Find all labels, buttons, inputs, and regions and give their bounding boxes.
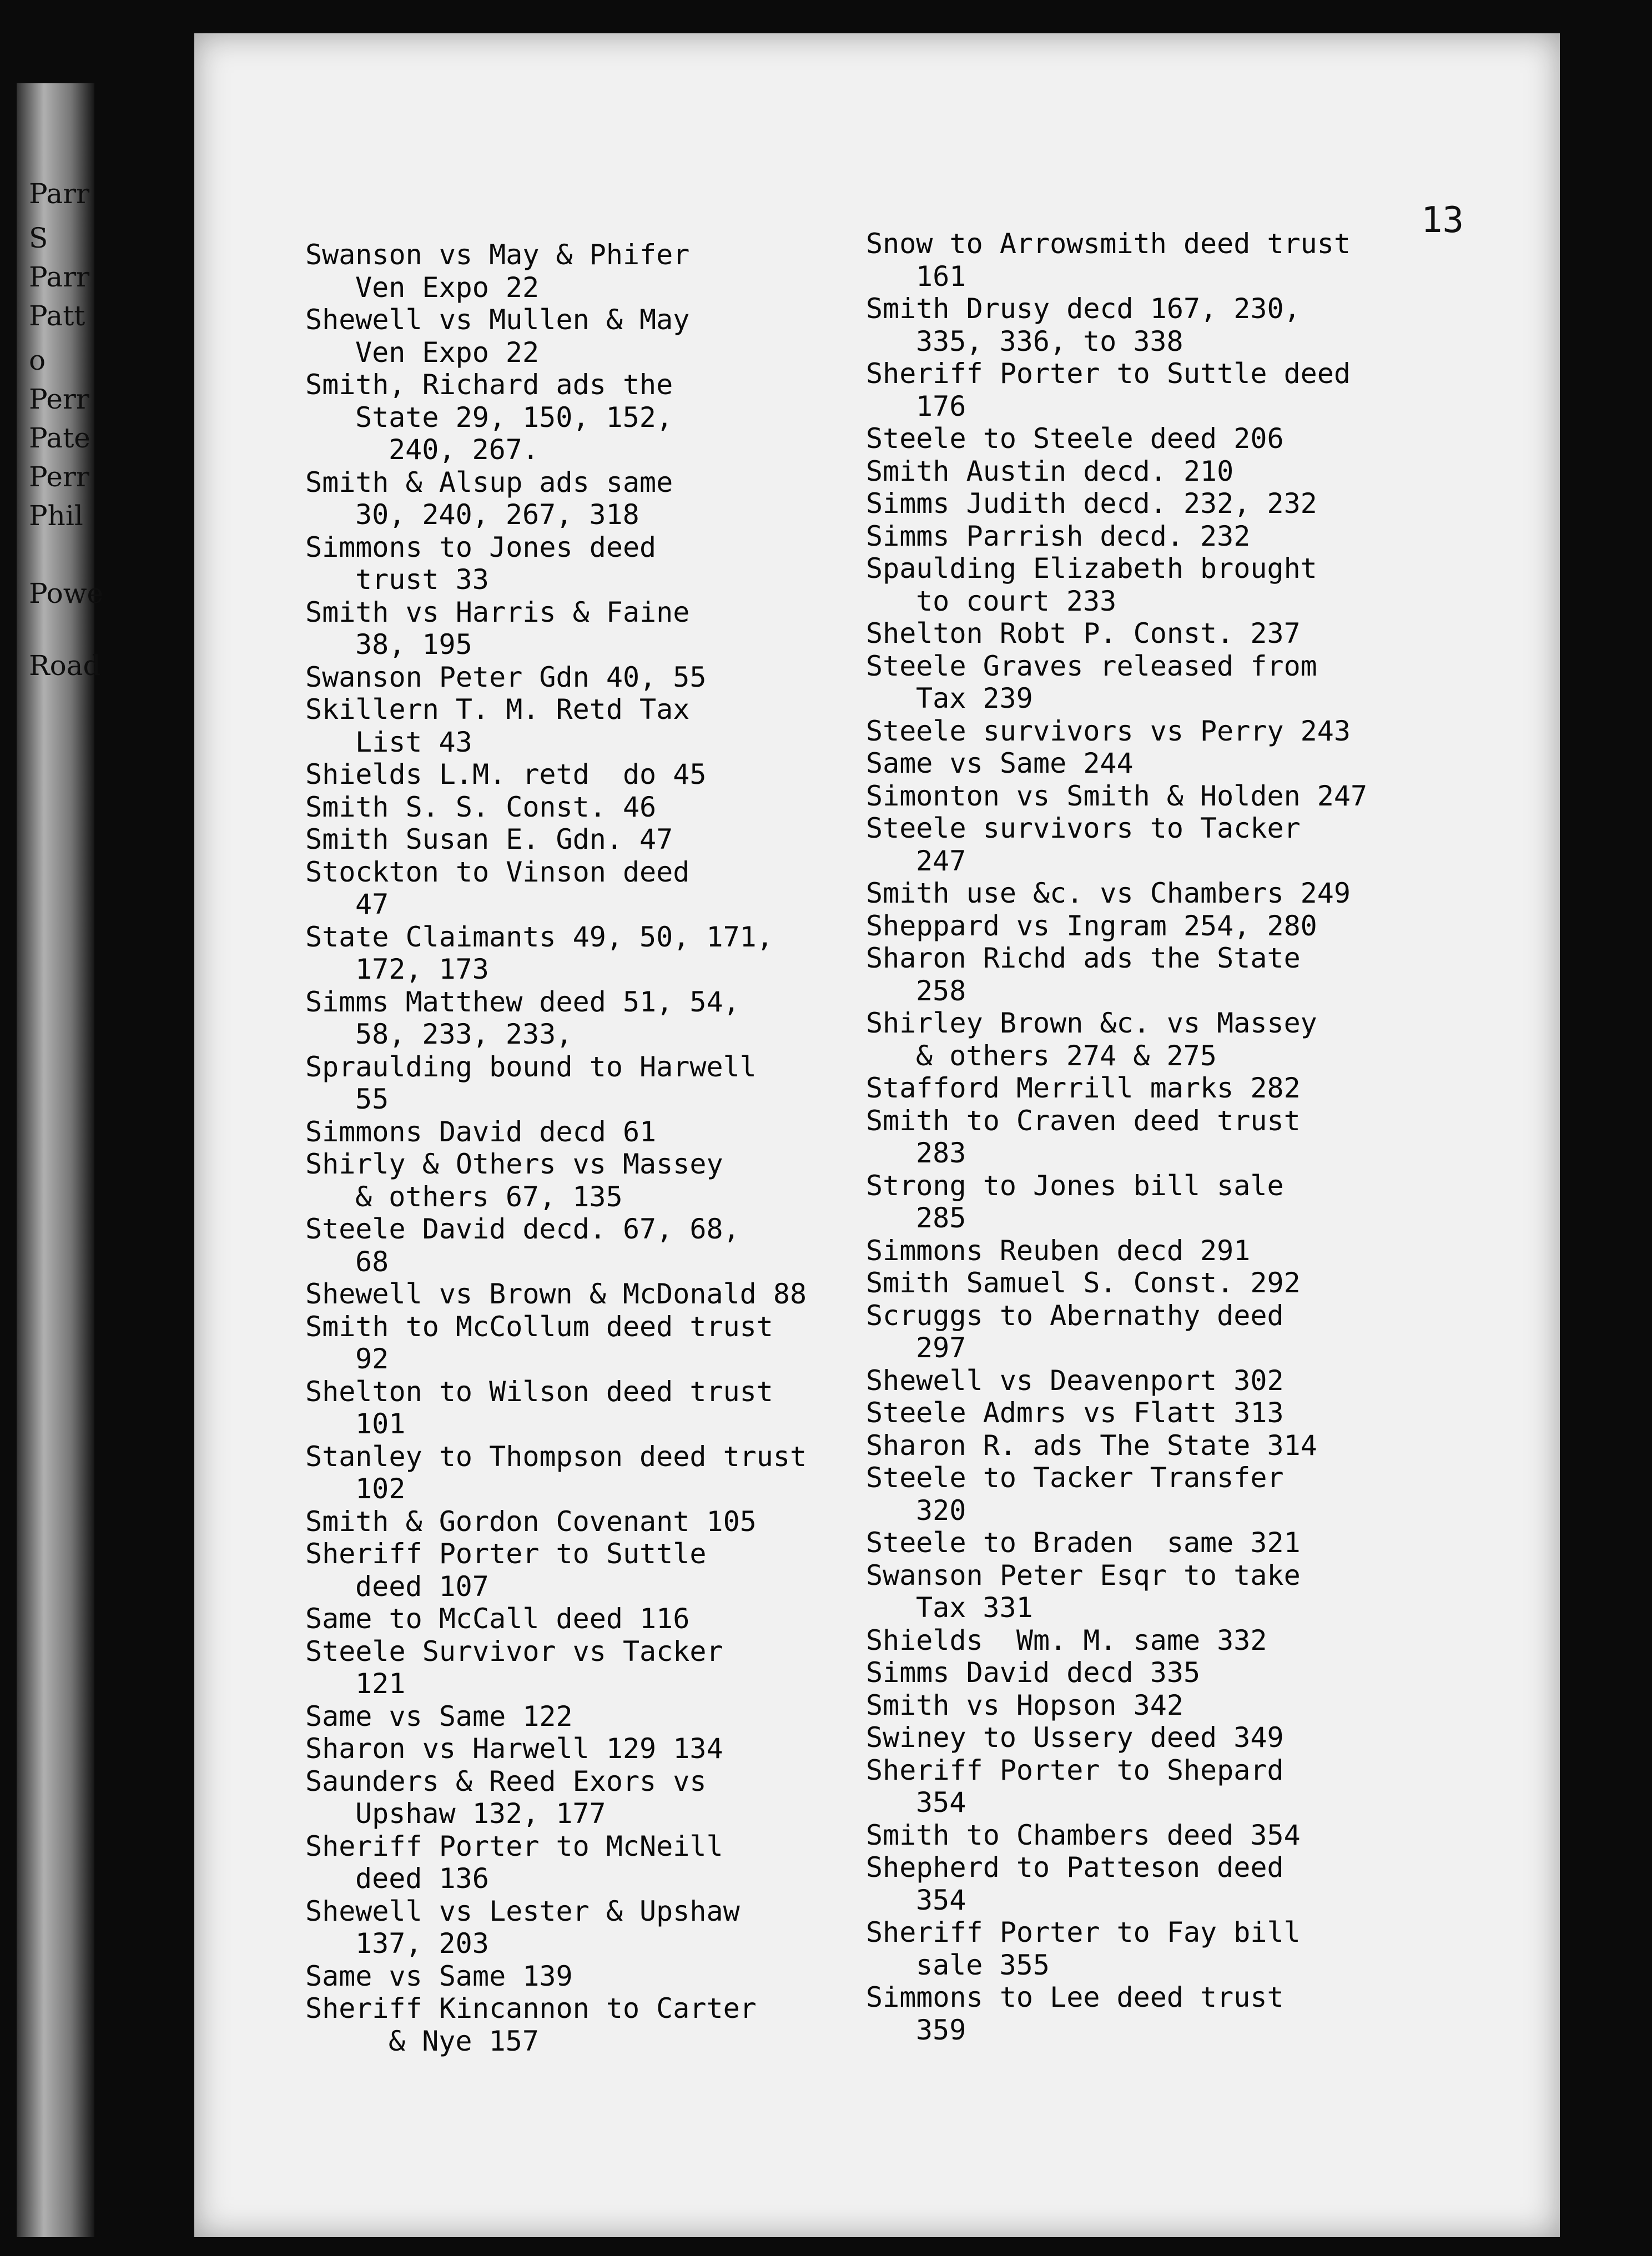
index-entry-line: Sharon vs Harwell 129 134 [305,1733,723,1765]
index-entry-line: Upshaw 132, 177 [355,1797,606,1830]
index-entry-line: & others 274 & 275 [916,1039,1217,1072]
margin-fragment: Powe [29,577,104,610]
index-entry-line: Smith to Chambers deed 354 [866,1819,1301,1851]
index-entry-line: 137, 203 [355,1927,489,1960]
index-entry-line: 47 [355,888,389,920]
index-entry-line: Shewell vs Mullen & May [305,304,690,336]
index-entry-line: Steele Graves released from [866,649,1317,682]
index-entry-line: Sheriff Porter to Suttle [305,1538,707,1570]
index-entry-line: Smith to Craven deed trust [866,1104,1301,1137]
index-entry-line: Spaulding Elizabeth brought [866,552,1317,585]
index-entry-line: Shelton to Wilson deed trust [305,1375,773,1408]
index-entry-line: State 29, 150, 152, [355,401,673,434]
index-entry-line: Sheppard vs Ingram 254, 280 [866,909,1317,942]
index-entry-line: 55 [355,1083,389,1115]
index-entry-line: Scruggs to Abernathy deed [866,1299,1284,1332]
index-entry-line: Steele to Braden same 321 [866,1527,1301,1559]
index-entry-line: 359 [916,2013,966,2046]
margin-fragment: Phil [29,500,83,532]
margin-fragment: o [29,344,46,376]
adjacent-page-edge [17,83,104,2237]
index-entry-line: & others 67, 135 [355,1180,623,1213]
index-entry-line: Swanson vs May & Phifer [305,239,690,271]
index-entry-line: Smith Drusy decd 167, 230, [866,293,1301,325]
index-entry-line: deed 107 [355,1570,489,1603]
index-entry-line: Shirly & Others vs Massey [305,1148,723,1180]
margin-fragment: S [29,222,48,254]
index-entry-line: Smith Susan E. Gdn. 47 [305,823,673,855]
index-entry-line: Sheriff Porter to Shepard [866,1754,1284,1786]
index-entry-line: Tax 331 [916,1592,1033,1624]
index-entry-line: 172, 173 [355,953,489,985]
index-entry-line: Shewell vs Brown & McDonald 88 [305,1278,807,1310]
index-entry-line: Tax 239 [916,682,1033,714]
index-entry-line: Same to McCall deed 116 [305,1603,690,1635]
margin-fragment: Patt [29,300,85,332]
index-entry-line: 30, 240, 267, 318 [355,498,639,531]
index-entry-line: 285 [916,1202,966,1234]
index-entry-line: Simmons Reuben decd 291 [866,1234,1251,1267]
index-entry-line: Simonton vs Smith & Holden 247 [866,779,1368,812]
index-entry-line: List 43 [355,726,472,758]
index-entry-line: sale 355 [916,1948,1050,1981]
index-entry-line: Swiney to Ussery deed 349 [866,1721,1284,1754]
index-entry-line: 38, 195 [355,628,472,661]
index-entry-line: Smith & Alsup ads same [305,466,673,498]
index-entry-line: Same vs Same 139 [305,1960,573,1992]
index-entry-line: 92 [355,1343,389,1375]
index-entry-line: Simmons to Lee deed trust [866,1981,1284,2013]
index-entry-line: Skillern T. M. Retd Tax [305,693,690,726]
index-entry-line: Spraulding bound to Harwell [305,1050,757,1083]
index-entry-line: 161 [916,260,966,293]
index-entry-line: Smith vs Harris & Faine [305,596,690,628]
index-entry-line: 354 [916,1786,966,1819]
index-entry-line: Sharon Richd ads the State [866,942,1301,974]
index-entry-line: Sheriff Porter to Suttle deed [866,357,1351,390]
index-entry-line: Steele survivors vs Perry 243 [866,714,1351,747]
index-entry-line: Stafford Merrill marks 282 [866,1072,1301,1104]
index-entry-line: 247 [916,844,966,877]
index-entry-line: Smith vs Hopson 342 [866,1689,1183,1721]
index-entry-line: Smith Samuel S. Const. 292 [866,1267,1301,1299]
index-entry-line: Steele Admrs vs Flatt 313 [866,1397,1284,1429]
index-entry-line: Simms David decd 335 [866,1656,1201,1689]
index-entry-line: Shewell vs Lester & Upshaw [305,1895,740,1927]
index-entry-line: 101 [355,1408,406,1440]
index-entry-line: Steele to Steele deed 206 [866,422,1284,455]
index-entry-line: Steele Survivor vs Tacker [305,1635,723,1668]
index-entry-line: Smith S. S. Const. 46 [305,790,657,823]
index-entry-line: Strong to Jones bill sale [866,1169,1284,1202]
index-entry-line: Simms Matthew deed 51, 54, [305,985,740,1018]
index-entry-line: trust 33 [355,563,489,596]
index-entry-line: & Nye 157 [389,2025,539,2057]
index-entry-line: Steele to Tacker Transfer [866,1462,1284,1494]
index-entry-line: Simms Judith decd. 232, 232 [866,487,1317,520]
index-entry-line: Ven Expo 22 [355,336,540,369]
index-entry-line: Shelton Robt P. Const. 237 [866,617,1301,649]
index-entry-line: 297 [916,1332,966,1364]
index-entry-line: 68 [355,1245,389,1278]
index-entry-line: Stanley to Thompson deed trust [305,1440,807,1473]
index-entry-line: Stockton to Vinson deed [305,855,690,888]
index-entry-line: Ven Expo 22 [355,271,540,304]
index-entry-line: 121 [355,1668,406,1700]
index-entry-line: Smith use &c. vs Chambers 249 [866,877,1351,909]
index-entry-line: Shirley Brown &c. vs Massey [866,1007,1317,1039]
index-entry-line: 240, 267. [389,434,539,466]
index-entry-line: Smith, Richard ads the [305,369,673,401]
index-entry-line: 58, 233, 233, [355,1018,573,1050]
index-entry-line: Sheriff Porter to Fay bill [866,1916,1301,1948]
index-entry-line: 354 [916,1884,966,1916]
index-entry-line: Sharon R. ads The State 314 [866,1429,1317,1462]
index-entry-line: 258 [916,974,966,1007]
index-entry-line: Sheriff Porter to McNeill [305,1830,723,1862]
index-entry-line: Shields Wm. M. same 332 [866,1624,1267,1656]
index-entry-line: to court 233 [916,585,1117,617]
index-column-left [305,239,860,2057]
index-entry-line: Snow to Arrowsmith deed trust [866,228,1351,260]
margin-fragment: Road [29,649,101,682]
index-entry-line: Simmons David decd 61 [305,1115,657,1148]
index-entry-line: Sheriff Kincannon to Carter [305,1992,757,2025]
index-entry-line: Same vs Same 244 [866,747,1134,779]
margin-fragment: Parr [29,261,90,293]
index-entry-line: Smith Austin decd. 210 [866,455,1234,487]
index-entry-line: Same vs Same 122 [305,1700,573,1733]
index-entry-line: Swanson Peter Esqr to take [866,1559,1301,1592]
page-number: 13 [1421,200,1464,241]
index-entry-line: Swanson Peter Gdn 40, 55 [305,661,707,693]
index-entry-line: Simmons to Jones deed [305,531,657,563]
index-entry-line: 320 [916,1494,966,1527]
margin-fragment: Pate [29,422,90,454]
index-entry-line: Steele survivors to Tacker [866,812,1301,844]
index-entry-line: Steele David decd. 67, 68, [305,1213,740,1245]
index-entry-line: 176 [916,390,966,422]
margin-fragment: Perr [29,461,89,493]
index-entry-line: deed 136 [355,1862,489,1895]
index-entry-line: Simms Parrish decd. 232 [866,520,1251,552]
index-entry-line: Shields L.M. retd do 45 [305,758,707,790]
index-entry-line: Smith & Gordon Covenant 105 [305,1505,757,1538]
index-entry-line: 335, 336, to 338 [916,325,1183,357]
margin-fragment: Parr [29,178,90,210]
index-entry-line: 283 [916,1137,966,1169]
margin-fragment: Perr [29,383,89,415]
index-entry-line: State Claimants 49, 50, 171, [305,920,773,953]
index-column-right [866,228,1421,2046]
index-entry-line: Saunders & Reed Exors vs [305,1765,707,1797]
index-entry-line: Smith to McCollum deed trust [305,1310,773,1343]
index-entry-line: 102 [355,1473,406,1505]
index-entry-line: Shepherd to Patteson deed [866,1851,1284,1884]
index-entry-line: Shewell vs Deavenport 302 [866,1364,1284,1397]
